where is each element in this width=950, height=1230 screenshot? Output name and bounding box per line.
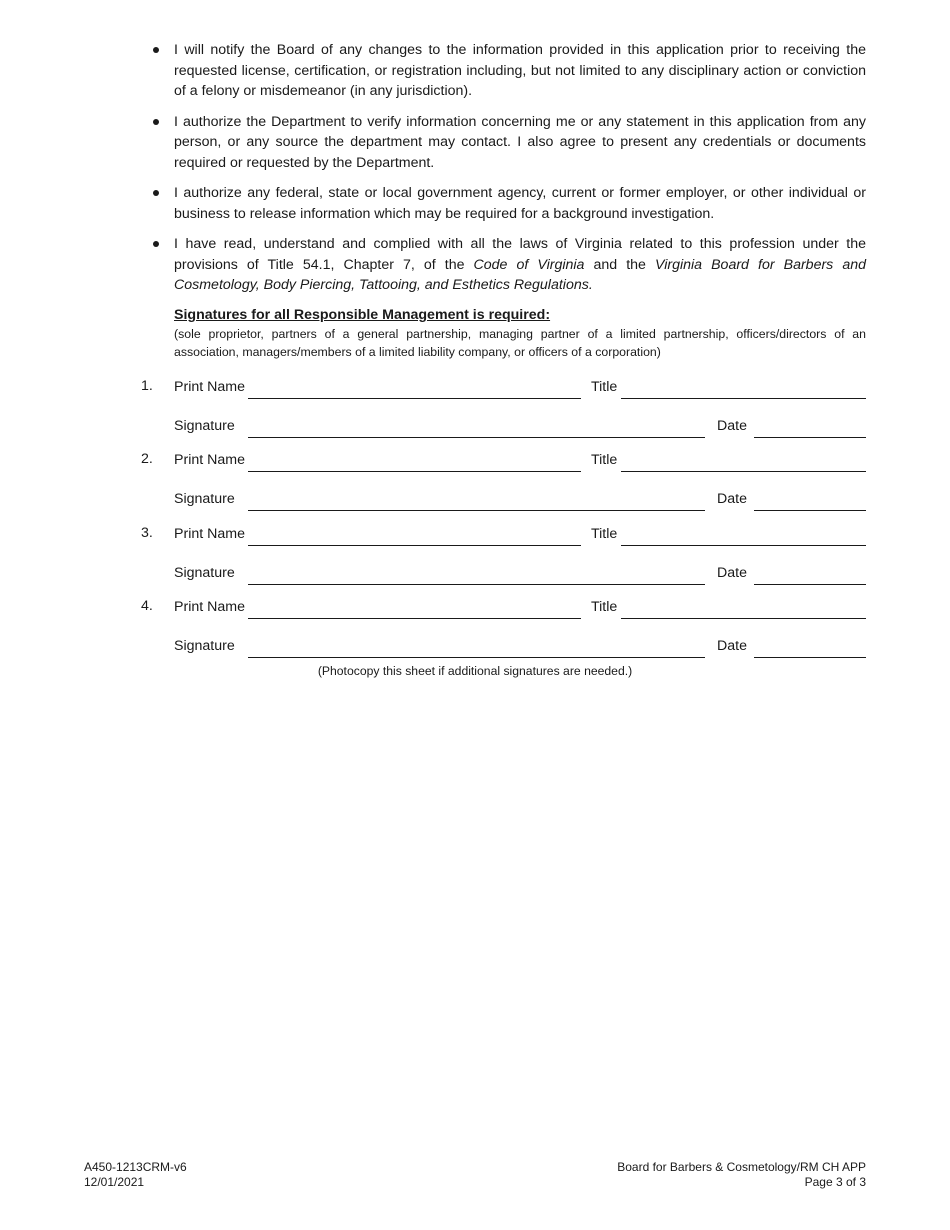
statement-item xyxy=(148,234,866,296)
form-id: A450-1213CRM-v6 xyxy=(84,1160,187,1174)
statement-text: I authorize the Department to verify information concerning me or any statement in this application from any person, or any source the department may contact. I also agree to present any credentials or documents required or requested by the Department. xyxy=(174,113,866,171)
statement-text: I authorize any federal, state or local government agency, current or former employer, or other individual or business to release information which may be required for a background investigation. xyxy=(174,185,866,222)
date-field[interactable] xyxy=(754,584,866,585)
footer-left xyxy=(84,1160,187,1190)
photocopy-note: (Photocopy this sheet if additional signatures are needed.) xyxy=(317,664,633,678)
title-field[interactable] xyxy=(621,618,866,619)
bullet-icon xyxy=(153,241,159,247)
board-name: Board for Barbers & Cosmetology/RM CH APP xyxy=(617,1160,866,1174)
date-field[interactable] xyxy=(754,657,866,658)
print-name-row xyxy=(0,451,950,475)
title-field[interactable] xyxy=(621,471,866,472)
print-name-row xyxy=(0,525,950,549)
print-name-field[interactable] xyxy=(248,471,581,472)
date-label: Date xyxy=(717,637,747,654)
title-field[interactable] xyxy=(621,398,866,399)
signature-row xyxy=(0,637,950,661)
statement-text: I will notify the Board of any changes to the information provided in this application prior to receiving the requested license, certification, or registration including, but not limited to any disciplinary action or conviction of a felony or misdemeanor (in any jurisdiction). xyxy=(174,42,866,99)
title-field[interactable] xyxy=(621,545,866,546)
signature-field[interactable] xyxy=(248,510,705,511)
print-name-field[interactable] xyxy=(248,618,581,619)
title-label: Title xyxy=(591,452,618,469)
entry-number: 3. xyxy=(141,524,153,541)
print-name-label: Print Name xyxy=(174,379,245,395)
bullet-icon xyxy=(153,119,159,125)
statement-text: I have read, understand and complied with all the laws of Virginia related to this profession under the provisions of Title 54.1, Chapter 7, of the xyxy=(174,236,866,273)
title-label: Title xyxy=(591,379,618,395)
date-label: Date xyxy=(717,418,747,434)
statement-item xyxy=(148,40,866,102)
entry-number: 4. xyxy=(141,597,153,614)
footer-right xyxy=(617,1160,866,1190)
date-label: Date xyxy=(717,491,747,508)
bullet-icon xyxy=(153,190,159,196)
print-name-label: Print Name xyxy=(174,525,245,542)
signatures-heading: Signatures for all Responsible Management is required: xyxy=(174,307,551,323)
statement-item xyxy=(148,112,866,174)
print-name-field[interactable] xyxy=(248,545,581,546)
signature-label: Signature xyxy=(174,491,235,508)
signature-row xyxy=(0,417,950,441)
signature-row xyxy=(0,564,950,588)
statement-list xyxy=(148,40,866,306)
print-name-row xyxy=(0,598,950,622)
date-field[interactable] xyxy=(754,510,866,511)
signature-field[interactable] xyxy=(248,584,705,585)
form-date: 12/01/2021 xyxy=(84,1175,145,1189)
signatures-note: (sole proprietor, partners of a general partnership, managing partner of a limited partnership, officers/directors of an association, managers/members of a limited liability company, or officers of a corporation) xyxy=(174,327,866,359)
print-name-row xyxy=(0,378,950,402)
title-label: Title xyxy=(591,525,618,542)
signature-row xyxy=(0,490,950,514)
signature-field[interactable] xyxy=(248,437,705,438)
date-label: Date xyxy=(717,564,747,581)
signature-label: Signature xyxy=(174,637,235,654)
statement-text: Virginia Board for Barbers and Cosmetology, Body Piercing, Tattooing, and Esthetics Regulations. xyxy=(174,256,866,293)
bullet-icon xyxy=(153,47,159,53)
statement-text: and the xyxy=(584,256,655,273)
entry-number: 1. xyxy=(141,378,153,394)
signature-label: Signature xyxy=(174,564,235,581)
print-name-label: Print Name xyxy=(174,598,245,615)
statement-item xyxy=(148,183,866,224)
signature-label: Signature xyxy=(174,418,235,434)
print-name-label: Print Name xyxy=(174,452,245,469)
entry-number: 2. xyxy=(141,451,153,468)
page-number: Page 3 of 3 xyxy=(804,1175,866,1189)
date-field[interactable] xyxy=(754,437,866,438)
print-name-field[interactable] xyxy=(248,398,581,399)
signature-field[interactable] xyxy=(248,657,705,658)
title-label: Title xyxy=(591,598,618,615)
statement-text: Code of Virginia xyxy=(473,256,585,273)
signatures-header xyxy=(174,306,866,361)
